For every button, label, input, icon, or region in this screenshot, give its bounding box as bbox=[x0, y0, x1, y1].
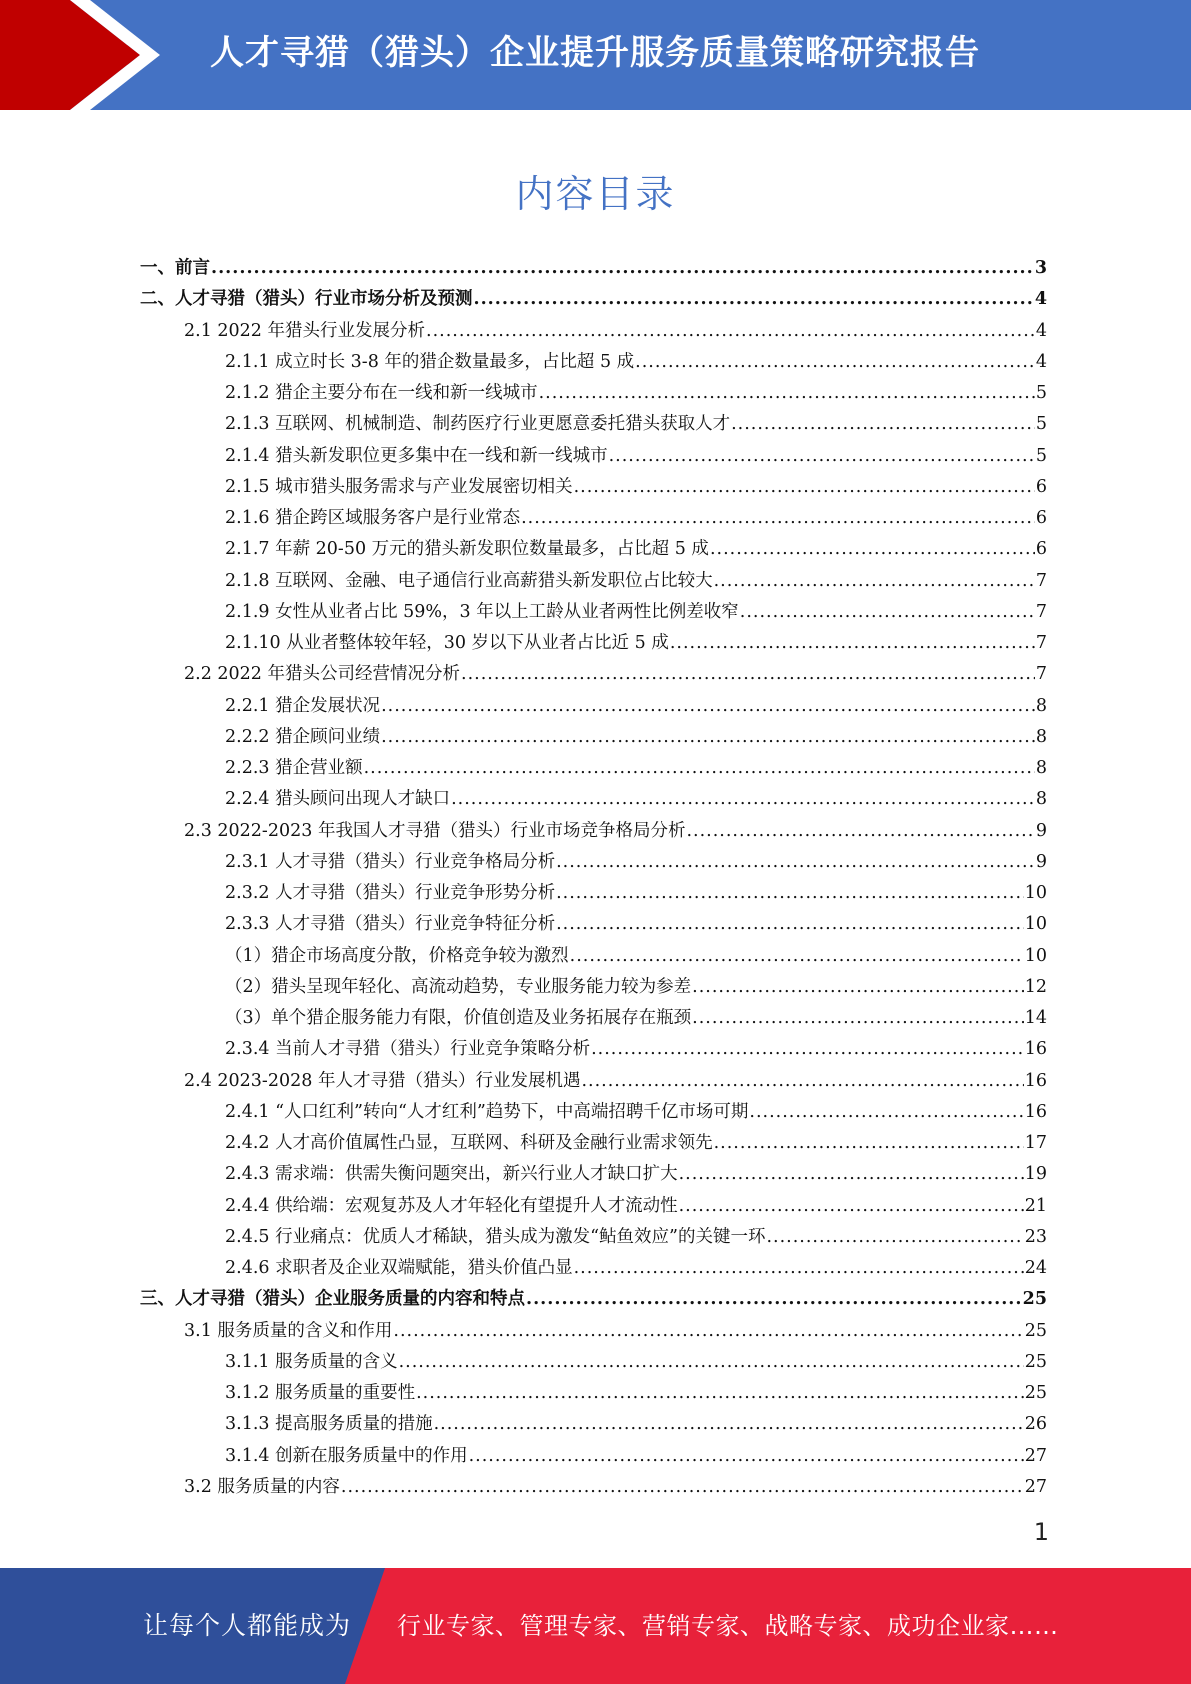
toc-entry[interactable] bbox=[140, 409, 1047, 440]
toc-entry[interactable] bbox=[140, 253, 1047, 284]
toc-title: 内容目录 bbox=[515, 172, 676, 216]
toc-entry[interactable] bbox=[140, 722, 1047, 753]
toc-dot-leader bbox=[393, 1316, 1023, 1347]
toc-dot-leader bbox=[364, 753, 1035, 784]
toc-entry-page: 4 bbox=[1035, 351, 1047, 372]
toc-dot-leader bbox=[609, 441, 1035, 472]
toc-entry[interactable] bbox=[140, 941, 1047, 972]
toc-dot-leader bbox=[526, 1284, 1022, 1315]
toc-entry[interactable] bbox=[140, 1159, 1047, 1190]
toc-entry[interactable] bbox=[140, 1097, 1047, 1128]
toc-dot-leader bbox=[556, 878, 1024, 909]
toc-entry[interactable] bbox=[140, 1034, 1047, 1065]
toc-entry-page: 10 bbox=[1024, 883, 1047, 903]
toc-entry[interactable] bbox=[140, 347, 1047, 378]
toc-entry[interactable] bbox=[140, 1222, 1047, 1253]
toc-entry-page: 21 bbox=[1024, 1195, 1047, 1216]
toc-dot-leader bbox=[686, 816, 1034, 847]
toc-entry-title: （3）单个猎企服务能力有限，价值创造及业务拓展存在瓶颈 bbox=[225, 1008, 692, 1028]
toc-entry-page: 8 bbox=[1035, 695, 1047, 716]
toc-entry-title: 2.4.5 行业痛点：优质人才稀缺，猎头成为激发“鲇鱼效应”的关键一环 bbox=[225, 1226, 766, 1247]
toc-entry-page: 23 bbox=[1024, 1226, 1047, 1247]
toc-entry-page: 5 bbox=[1035, 383, 1047, 403]
toc-dot-leader bbox=[731, 409, 1035, 440]
toc-entry[interactable] bbox=[140, 1347, 1047, 1378]
toc-entry[interactable] bbox=[140, 1253, 1047, 1284]
toc-entry[interactable] bbox=[140, 1378, 1047, 1409]
toc-entry-title: （1）猎企市场高度分散，价格竞争较为激烈 bbox=[225, 945, 569, 966]
toc-entry-page: 7 bbox=[1035, 601, 1047, 622]
toc-dot-leader bbox=[740, 597, 1035, 628]
toc-entry[interactable] bbox=[140, 1409, 1047, 1440]
toc-entry[interactable] bbox=[140, 847, 1047, 878]
toc-entry-title: 2.1.7 年薪 20-50 万元的猎头新发职位数量最多，占比超 5 成 bbox=[225, 539, 709, 560]
toc-entry-title: 二、人才寻猎（猎头）行业市场分析及预测 bbox=[140, 289, 473, 310]
toc-dot-leader bbox=[710, 534, 1035, 565]
toc-entry[interactable] bbox=[140, 909, 1047, 940]
toc-entry[interactable] bbox=[140, 316, 1047, 347]
toc-entry-title: 2.2.4 猎头顾问出现人才缺口 bbox=[225, 789, 451, 810]
page-header bbox=[0, 0, 1191, 110]
toc-entry-page: 4 bbox=[1035, 320, 1047, 341]
toc-entry-page: 16 bbox=[1024, 1070, 1047, 1091]
toc-dot-leader bbox=[399, 1347, 1024, 1378]
toc-dot-leader bbox=[714, 1128, 1024, 1159]
toc-entry[interactable] bbox=[140, 1066, 1047, 1097]
toc-entry-page: 8 bbox=[1035, 726, 1047, 747]
toc-entry[interactable] bbox=[140, 472, 1047, 503]
toc-entry-title: 2.3.4 当前人才寻猎（猎头）行业竞争策略分析 bbox=[225, 1039, 591, 1060]
toc-entry[interactable] bbox=[140, 1472, 1047, 1503]
toc-entry-page: 14 bbox=[1024, 1008, 1047, 1028]
toc-entry-page: 19 bbox=[1024, 1164, 1047, 1185]
toc-dot-leader bbox=[679, 1191, 1024, 1222]
toc-dot-leader bbox=[591, 1034, 1024, 1065]
toc-entry[interactable] bbox=[140, 628, 1047, 659]
toc-entry-page: 5 bbox=[1035, 414, 1047, 435]
toc-dot-leader bbox=[581, 1066, 1023, 1097]
toc-entry[interactable] bbox=[140, 597, 1047, 628]
toc-entry-title: 3.2 服务质量的内容 bbox=[184, 1476, 340, 1497]
toc-entry-title: 2.4.1 “人口红利”转向“人才红利”趋势下，中高端招聘千亿市场可期 bbox=[225, 1101, 749, 1122]
toc-dot-leader bbox=[469, 1441, 1024, 1472]
toc-entry[interactable] bbox=[140, 816, 1047, 847]
toc-entry[interactable] bbox=[140, 1316, 1047, 1347]
toc-dot-leader bbox=[211, 253, 1034, 284]
toc-entry-page: 25 bbox=[1024, 1320, 1047, 1341]
toc-entry-title: 2.1.1 成立时长 3-8 年的猎企数量最多，占比超 5 成 bbox=[225, 351, 635, 372]
table-of-contents bbox=[140, 253, 1047, 1503]
toc-entry-page: 25 bbox=[1024, 1383, 1047, 1403]
toc-entry-page: 25 bbox=[1022, 1289, 1047, 1310]
toc-dot-leader bbox=[556, 847, 1035, 878]
toc-entry[interactable] bbox=[140, 1441, 1047, 1472]
toc-entry-title: 2.1.4 猎头新发职位更多集中在一线和新一线城市 bbox=[225, 445, 608, 466]
footer-slogan-right: 行业专家、管理专家、营销专家、战略专家、成功企业家…… bbox=[397, 1612, 1059, 1640]
toc-dot-leader bbox=[574, 472, 1035, 503]
toc-entry-page: 8 bbox=[1035, 789, 1047, 810]
toc-entry-page: 8 bbox=[1035, 758, 1047, 778]
toc-entry-page: 5 bbox=[1035, 445, 1047, 466]
toc-entry[interactable] bbox=[140, 784, 1047, 815]
toc-entry-title: 3.1 服务质量的含义和作用 bbox=[184, 1320, 393, 1341]
toc-entry-title: 2.3.3 人才寻猎（猎头）行业竞争特征分析 bbox=[225, 914, 556, 935]
toc-dot-leader bbox=[692, 1003, 1024, 1034]
toc-entry-page: 7 bbox=[1035, 633, 1047, 653]
toc-entry-page: 10 bbox=[1024, 914, 1047, 935]
toc-entry-page: 27 bbox=[1024, 1476, 1047, 1497]
toc-entry-page: 7 bbox=[1035, 664, 1047, 685]
toc-entry-page: 7 bbox=[1035, 570, 1047, 591]
toc-entry-page: 6 bbox=[1035, 508, 1047, 528]
toc-entry[interactable] bbox=[140, 1191, 1047, 1222]
toc-dot-leader bbox=[521, 503, 1035, 534]
page-number: 1 bbox=[1033, 1518, 1049, 1546]
toc-dot-leader bbox=[766, 1222, 1023, 1253]
toc-entry[interactable] bbox=[140, 1003, 1047, 1034]
toc-dot-leader bbox=[474, 284, 1034, 315]
toc-dot-leader bbox=[570, 941, 1024, 972]
toc-entry-title: 2.1.5 城市猎头服务需求与产业发展密切相关 bbox=[225, 476, 573, 497]
toc-entry[interactable] bbox=[140, 534, 1047, 565]
toc-entry-title: 2.4.2 人才高价值属性凸显，互联网、科研及金融行业需求领先 bbox=[225, 1133, 713, 1153]
toc-entry-title: 2.1.8 互联网、金融、电子通信行业高薪猎头新发职位占比较大 bbox=[225, 570, 713, 591]
toc-dot-leader bbox=[556, 909, 1024, 940]
toc-entry-title: 2.1 2022 年猎头行业发展分析 bbox=[184, 320, 425, 341]
toc-dot-leader bbox=[539, 378, 1035, 409]
toc-entry-page: 12 bbox=[1024, 976, 1047, 997]
toc-entry-title: 2.4.4 供给端：宏观复苏及人才年轻化有望提升人才流动性 bbox=[225, 1195, 678, 1216]
toc-dot-leader bbox=[670, 628, 1035, 659]
toc-entry[interactable] bbox=[140, 441, 1047, 472]
toc-entry[interactable] bbox=[140, 691, 1047, 722]
toc-dot-leader bbox=[749, 1097, 1023, 1128]
toc-entry-title: 2.3 2022-2023 年我国人才寻猎（猎头）行业市场竞争格局分析 bbox=[184, 820, 686, 841]
toc-entry-title: （2）猎头呈现年轻化、高流动趋势，专业服务能力较为参差 bbox=[225, 976, 692, 997]
toc-entry[interactable] bbox=[140, 1284, 1047, 1315]
toc-entry-page: 17 bbox=[1024, 1133, 1047, 1153]
toc-entry-title: 2.2 2022 年猎头公司经营情况分析 bbox=[184, 664, 460, 685]
toc-entry[interactable] bbox=[140, 284, 1047, 315]
toc-entry-page: 25 bbox=[1024, 1351, 1047, 1372]
toc-entry[interactable] bbox=[140, 753, 1047, 784]
toc-entry-title: 3.1.1 服务质量的含义 bbox=[225, 1351, 398, 1372]
toc-entry-page: 26 bbox=[1024, 1414, 1047, 1435]
toc-entry-title: 一、前言 bbox=[140, 258, 210, 278]
toc-entry-page: 24 bbox=[1024, 1258, 1047, 1278]
footer-slogan-left: 让每个人都能成为 bbox=[143, 1611, 352, 1640]
toc-entry-page: 9 bbox=[1035, 820, 1047, 841]
page-footer bbox=[0, 1568, 1191, 1684]
toc-dot-leader bbox=[635, 347, 1035, 378]
toc-entry-title: 2.1.2 猎企主要分布在一线和新一线城市 bbox=[225, 383, 538, 403]
toc-dot-leader bbox=[381, 722, 1035, 753]
toc-entry-page: 16 bbox=[1024, 1039, 1047, 1060]
toc-entry-title: 2.2.3 猎企营业额 bbox=[225, 758, 363, 778]
toc-entry-page: 4 bbox=[1034, 289, 1047, 310]
toc-entry[interactable] bbox=[140, 503, 1047, 534]
toc-entry-title: 3.1.3 提高服务质量的措施 bbox=[225, 1414, 433, 1435]
toc-entry-page: 6 bbox=[1035, 476, 1047, 497]
toc-entry[interactable] bbox=[140, 1128, 1047, 1159]
toc-entry-title: 2.1.6 猎企跨区域服务客户是行业常态 bbox=[225, 508, 521, 528]
toc-entry-page: 9 bbox=[1035, 851, 1047, 872]
toc-entry[interactable] bbox=[140, 878, 1047, 909]
toc-entry-title: 2.4.3 需求端：供需失衡问题突出，新兴行业人才缺口扩大 bbox=[225, 1164, 678, 1185]
toc-entry-title: 2.2.1 猎企发展状况 bbox=[225, 695, 381, 716]
toc-entry-page: 6 bbox=[1035, 539, 1047, 560]
toc-entry-title: 2.2.2 猎企顾问业绩 bbox=[225, 726, 381, 747]
toc-entry-title: 三、人才寻猎（猎头）企业服务质量的内容和特点 bbox=[140, 1289, 525, 1310]
toc-dot-leader bbox=[426, 316, 1035, 347]
toc-entry-title: 2.4 2023-2028 年人才寻猎（猎头）行业发展机遇 bbox=[184, 1070, 581, 1091]
toc-entry-title: 2.1.9 女性从业者占比 59%，3 年以上工龄从业者两性比例差收窄 bbox=[225, 601, 739, 622]
toc-dot-leader bbox=[714, 566, 1035, 597]
report-title: 人才寻猎（猎头）企业提升服务质量策略研究报告 bbox=[210, 33, 980, 73]
toc-dot-leader bbox=[381, 691, 1035, 722]
toc-dot-leader bbox=[434, 1409, 1024, 1440]
toc-dot-leader bbox=[692, 972, 1024, 1003]
toc-dot-leader bbox=[574, 1253, 1024, 1284]
toc-entry[interactable] bbox=[140, 378, 1047, 409]
toc-entry[interactable] bbox=[140, 566, 1047, 597]
toc-entry[interactable] bbox=[140, 659, 1047, 690]
toc-dot-leader bbox=[416, 1378, 1024, 1409]
toc-entry-title: 2.3.1 人才寻猎（猎头）行业竞争格局分析 bbox=[225, 851, 556, 872]
toc-entry[interactable] bbox=[140, 972, 1047, 1003]
toc-entry-page: 10 bbox=[1024, 945, 1047, 966]
toc-entry-title: 2.1.10 从业者整体较年轻，30 岁以下从业者占比近 5 成 bbox=[225, 633, 669, 653]
toc-entry-title: 2.4.6 求职者及企业双端赋能，猎头价值凸显 bbox=[225, 1258, 573, 1278]
toc-entry-title: 3.1.2 服务质量的重要性 bbox=[225, 1383, 416, 1403]
toc-dot-leader bbox=[451, 784, 1035, 815]
toc-entry-title: 3.1.4 创新在服务质量中的作用 bbox=[225, 1445, 468, 1466]
toc-entry-page: 27 bbox=[1024, 1445, 1047, 1466]
toc-dot-leader bbox=[461, 659, 1035, 690]
toc-entry-title: 2.3.2 人才寻猎（猎头）行业竞争形势分析 bbox=[225, 883, 556, 903]
toc-entry-page: 16 bbox=[1024, 1101, 1047, 1122]
toc-entry-title: 2.1.3 互联网、机械制造、制药医疗行业更愿意委托猎头获取人才 bbox=[225, 414, 731, 435]
toc-dot-leader bbox=[679, 1159, 1024, 1190]
toc-dot-leader bbox=[341, 1472, 1024, 1503]
toc-entry-page: 3 bbox=[1034, 258, 1047, 278]
